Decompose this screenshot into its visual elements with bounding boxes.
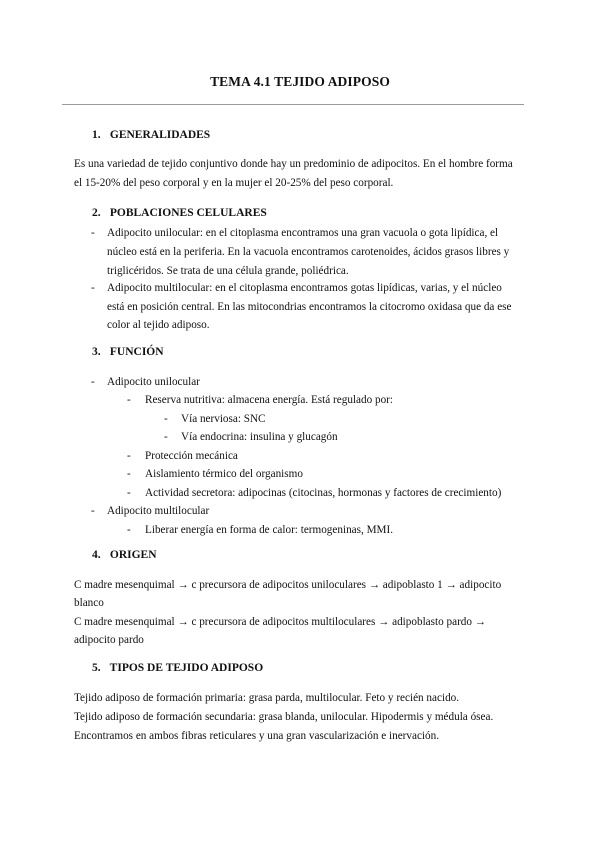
bullet-dash: - xyxy=(127,394,131,406)
paragraph-line: Encontramos en ambos fibras reticulares y una gran vascularización e inervación. xyxy=(74,730,439,742)
section-number: 2. xyxy=(92,207,101,219)
bullet-dash: - xyxy=(164,413,168,425)
section-heading-poblaciones xyxy=(92,207,267,219)
paragraph-line: C madre mesenquimal → c precursora de adipocitos multiloculares → adipoblasto pardo → xyxy=(74,616,486,628)
list-item-line: Aislamiento térmico del organismo xyxy=(145,468,303,480)
paragraph-line: Es una variedad de tejido conjuntivo donde hay un predominio de adipocitos. En el hombre forma xyxy=(74,158,513,170)
section-heading-origen xyxy=(92,549,157,561)
section-heading-generalidades xyxy=(92,129,210,141)
section-number: 4. xyxy=(92,549,101,561)
bullet-dash: - xyxy=(91,282,95,294)
bullet-dash: - xyxy=(127,468,131,480)
list-item-line: Protección mecánica xyxy=(145,450,238,462)
list-item-line: Adipocito multilocular: en el citoplasma encontramos gotas lipídicas, varias, y el núcleo xyxy=(107,282,502,294)
list-item-line: Liberar energía en forma de calor: termogeninas, MMI. xyxy=(145,524,393,536)
section-title: GENERALIDADES xyxy=(109,129,211,141)
section-title: POBLACIONES CELULARES xyxy=(109,207,267,219)
bullet-dash: - xyxy=(127,524,131,536)
section-title: ORIGEN xyxy=(109,549,157,561)
bullet-dash: - xyxy=(127,450,131,462)
list-item-line: núcleo está en la periferia. En la vacuola encontramos carotenoides, ácidos grasos libres y xyxy=(107,246,510,258)
bullet-dash: - xyxy=(127,487,131,499)
list-item-line: triglicéridos. Se trata de una célula grande, poliédrica. xyxy=(107,265,349,277)
list-item-line: Vía endocrina: insulina y glucagón xyxy=(181,431,338,443)
list-item-line: Adipocito unilocular xyxy=(107,376,200,388)
list-item-line: está en posición central. En las mitocondrias encontramos la citocromo oxidasa que da ese xyxy=(107,301,512,313)
list-item-line: Adipocito multilocular xyxy=(107,505,210,517)
list-item-line: Actividad secretora: adipocinas (citocinas, hormonas y factores de crecimiento) xyxy=(145,487,502,499)
page-title: TEMA 4.1 TEJIDO ADIPOSO xyxy=(210,74,390,89)
bullet-dash: - xyxy=(91,376,95,388)
title-divider xyxy=(62,104,524,105)
bullet-dash: - xyxy=(91,505,95,517)
section-number: 5. xyxy=(92,662,101,674)
bullet-dash: - xyxy=(91,227,95,239)
section-number: 3. xyxy=(92,346,101,358)
paragraph-line: adipocito pardo xyxy=(74,634,144,646)
list-item-line: Reserva nutritiva: almacena energía. Está regulado por: xyxy=(145,394,393,406)
bullet-dash: - xyxy=(164,431,168,443)
list-item-line: Vía nerviosa: SNC xyxy=(181,413,266,425)
section-heading-funcion xyxy=(92,346,164,358)
paragraph-line: C madre mesenquimal → c precursora de adipocitos uniloculares → adipoblasto 1 → adipocito xyxy=(74,579,502,591)
paragraph-line: el 15-20% del peso corporal y en la mujer el 20-25% del peso corporal. xyxy=(74,177,394,189)
section-title: TIPOS DE TEJIDO ADIPOSO xyxy=(109,662,264,674)
paragraph-line: Tejido adiposo de formación primaria: grasa parda, multilocular. Feto y recién nacido. xyxy=(74,692,460,704)
section-number: 1. xyxy=(92,129,101,141)
list-item-line: Adipocito unilocular: en el citoplasma encontramos una gran vacuola o gota lipídica, el xyxy=(107,227,499,239)
paragraph-line: Tejido adiposo de formación secundaria: grasa blanda, unilocular. Hipodermis y médula ósea. xyxy=(74,711,494,723)
list-item-line: color al tejido adiposo. xyxy=(107,319,210,331)
section-title: FUNCIÓN xyxy=(109,346,164,358)
section-heading-tipos xyxy=(92,662,263,674)
paragraph-line: blanco xyxy=(74,597,104,609)
